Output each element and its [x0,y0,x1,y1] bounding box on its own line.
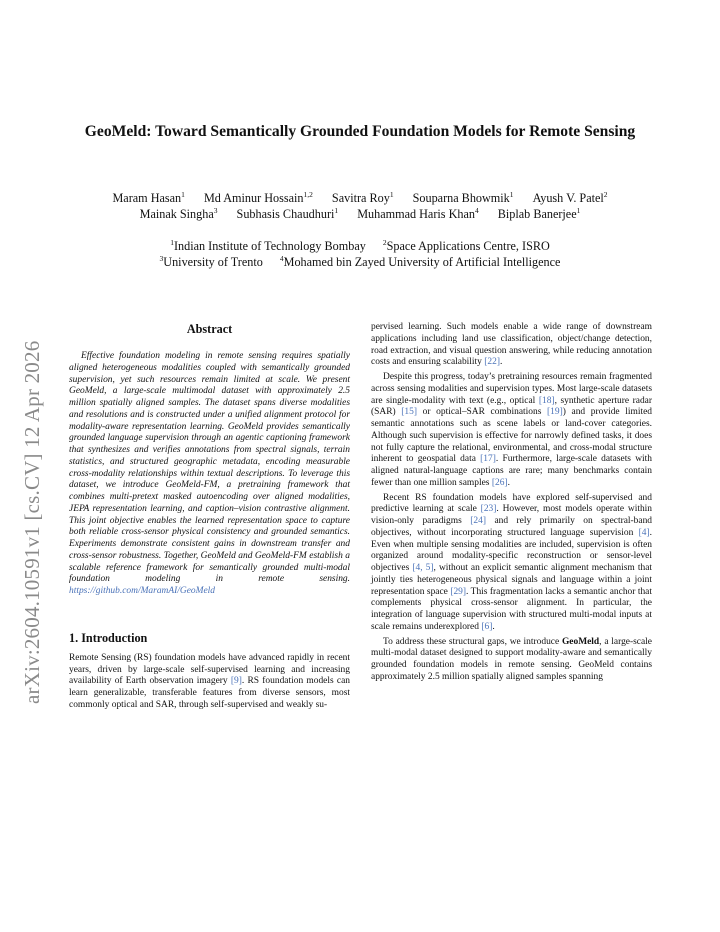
paper-title: GeoMeld: Toward Semantically Grounded Foundation Models for Remote Sensing [84,123,636,140]
affiliation: $^3$University of Trento [159,254,263,269]
section-heading-introduction: 1. Introduction [69,630,148,645]
author: Biplab Banerjee$^1$ [497,206,581,221]
abstract-text: Effective foundation modeling in remote sensing requires spatially aligned heterogeneous modalities coupled with semantically grounded supervision, yet such resources remain limited at scale. We present GeoMeld, a large-scale multimodal dataset with approximately 2.5 million spatially aligned samples. The dataset spans diverse modalities and resolutions and is constructed under a unified alignment protocol for modality-aware representation learning. GeoMeld provides semantically grounded language supervision through an agentic captioning framework that synthesizes and verifies annotations from spectral signals, terrain statistics, and structured geographic metadata, encoding measurable cross-modality relationships within textual descriptions. To leverage this dataset, we introduce GeoMeld-FM, a pretraining framework that combines multi-pretext masked autoencoding over aligned modalities, JEPA representation learning, and caption–vision contrastive alignment. This joint objective enables the learned representation space to capture both reliable cross-sensor physical consistency and grounded semantics. Experiments demonstrate consistent gains in downstream transfer and cross-sensor robustness. Together, GeoMeld and GeoMeld-FM establish a scalable reference framework for semantically grounded multi-modal foundation modeling in remote sensing. https://github.com/MaramAI/GeoMeld [69,351,350,596]
author: Maram Hasan$^1$ [112,190,185,205]
affiliation: $^4$Mohamed bin Zayed University of Artificial Intelligence [279,254,561,269]
affiliation: $^2$Space Applications Centre, ISRO [382,238,550,253]
citation-link[interactable]: [19] [547,407,563,418]
citation-link[interactable]: [22] [484,357,500,368]
intro-paragraph: Remote Sensing (RS) foundation models have advanced rapidly in recent years, driven by large-scale self-supervised learning and increasing availability of Earth observation imagery [9]. RS foundation models can learn generalizable, transferable features from diverse sensors, most commonly optical and SAR, through self-supervised and weakly su- [69,652,350,710]
author-row-1 [60,190,660,206]
author: Subhasis Chaudhuri$^1$ [236,206,339,221]
author-list [60,190,660,222]
citation-link[interactable]: [9] [230,676,242,687]
affiliation-row-2 [60,254,660,270]
right-column [371,322,652,684]
citation-link[interactable]: [18] [538,395,555,406]
author: Mainak Singha$^3$ [139,206,218,221]
intro-paragraph: Despite this progress, today’s pretraining resources remain fragmented across sensing modalities and supervision types. Most large-scale datasets are single-modality with text (e.g., optical [18], synthetic aperture radar (SAR) [15] or optical–SAR combinations [19]) and provide limited semantic annotations such as scene labels or land-cover categories. Although such supervision is effective for narrowly defined tasks, it does not fully capture the relational, environmental, and cross-modal structure inherent to geospatial data [17]. Furthermore, large-scale datasets with aligned natural-language captions are rare; many benchmarks contain fewer than one million samples [26]. [371,372,652,488]
arxiv-identifier: arXiv:2604.10591v1 [cs.CV] 12 Apr 2026 [20,340,44,704]
abstract-heading: Abstract [186,322,233,336]
left-column [69,322,350,712]
citation-link[interactable]: [26] [491,477,508,488]
affiliation-row-1 [60,238,660,254]
citation-link[interactable]: [6] [481,621,493,632]
citation-link[interactable]: [29] [450,586,467,597]
citation-link[interactable]: [4, 5] [412,563,434,573]
intro-paragraph: Recent RS foundation models have explored self-supervised and predictive learning at scale [23]. However, most models operate within vision-only paradigms [24] and rely primarily on spectral-band objectives, without incorporating structured language supervision [4]. Even when multiple sensing modalities are included, supervision is often organized around modality-specific reconstruction or sensor-level objectives [4, 5], without an explicit semantic alignment mechanism that jointly ties heterogeneous physical signals and language within a joint representation space [29]. This fragmentation lacks a semantic anchor that complements physical cross-sensor alignment. In particular, the integration of language supervision with structured multi-modal inputs at scale remains underexplored [6]. [371,492,653,632]
author: Muhammad Haris Khan$^4$ [357,206,479,221]
author-row-2 [60,206,660,222]
intro-paragraph-continued: pervised learning. Such models enable a wide range of downstream applications including land use classification, object/change detection, road extraction, and visual question answering, while reducing annotation costs and ensuring scalability [22]. [371,322,652,368]
github-link[interactable]: https://github.com/MaramAI/GeoMeld [69,586,215,596]
citation-link[interactable]: [4] [638,527,650,538]
dataset-name: GeoMeld [561,636,600,647]
affiliation: $^1$Indian Institute of Technology Bombay [170,238,366,253]
author: Souparna Bhowmik$^1$ [412,190,514,205]
citation-link[interactable]: [17] [480,454,496,465]
citation-link[interactable]: [24] [470,516,486,526]
author: Savitra Roy$^1$ [331,190,394,205]
citation-link[interactable]: [15] [401,407,418,418]
citation-link[interactable]: [23] [480,504,497,515]
author: Ayush V. Patel$^2$ [532,190,608,205]
author: Md Aminur Hossain$^{1,2}$ [203,190,313,205]
intro-paragraph: To address these structural gaps, we introduce GeoMeld, a large-scale multi-modal dataset designed to support modality-aware and semantically grounded foundation models in remote sensing. GeoMeld contains approximately 2.5 million spatially aligned samples spanning [371,636,652,682]
affiliation-list [60,238,660,270]
